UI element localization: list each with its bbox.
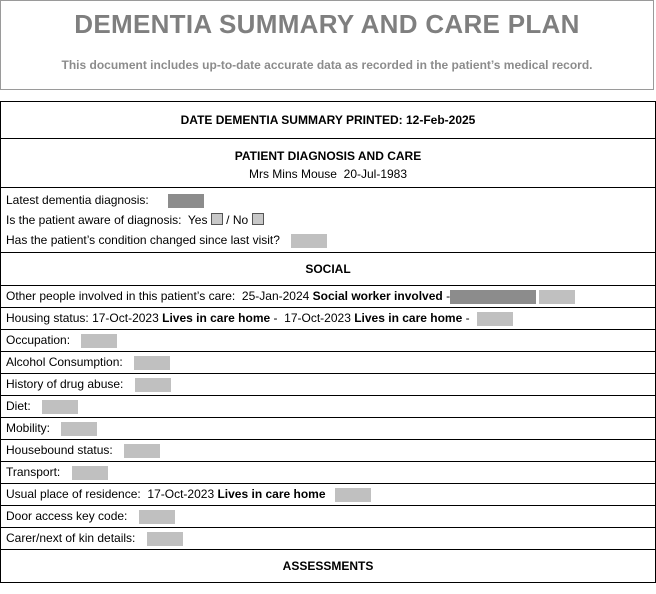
latest-diagnosis-line [6,190,650,210]
diet-label: Diet: [6,399,31,413]
diet-redacted [42,400,78,414]
residence-value: Lives in care home [217,487,326,501]
patient-diagnosis-section [1,139,656,188]
drug-abuse-label: History of drug abuse: [6,377,124,391]
aware-label: Is the patient aware of diagnosis: [6,213,182,227]
other-people-row [1,286,656,308]
printed-date-label: DATE DEMENTIA SUMMARY PRINTED: [180,112,403,127]
printed-date-row [1,102,656,139]
other-people-redacted-dark [450,290,536,304]
social-heading: SOCIAL [1,253,656,286]
document-header [0,0,654,90]
patient-name: Mrs Mins Mouse [248,167,337,181]
aware-no-label: No [232,213,249,227]
residence-date: 17-Oct-2023 [147,487,215,501]
document-title: DEMENTIA SUMMARY AND CARE PLAN [74,9,580,39]
alcohol-label: Alcohol Consumption: [6,355,123,369]
residence-redacted [335,488,371,502]
housing-dash-2: - [465,311,470,325]
door-code-label: Door access key code: [6,509,128,523]
assessments-heading: ASSESSMENTS [1,550,656,583]
patient-dob: 20-Jul-1983 [343,167,408,181]
care-plan-table [0,101,656,583]
diagnosis-heading: PATIENT DIAGNOSIS AND CARE [234,149,422,163]
aware-no-checkbox[interactable] [252,213,264,225]
housebound-row [1,440,656,462]
other-people-label: Other people involved in this patient’s care: [6,289,236,303]
door-code-row [1,506,656,528]
occupation-label: Occupation: [6,333,71,347]
other-people-redacted [539,290,575,304]
aware-yes-checkbox[interactable] [211,213,223,225]
transport-label: Transport: [6,465,61,479]
housing-date-2: 17-Oct-2023 [284,311,351,325]
housebound-redacted [124,444,160,458]
condition-changed-redacted [291,234,327,248]
residence-label: Usual place of residence: [6,487,141,501]
door-code-redacted [139,510,175,524]
housing-date-1: 17-Oct-2023 [92,311,159,325]
carer-label: Carer/next of kin details: [6,531,136,545]
aware-of-diagnosis-line [6,210,650,230]
other-people-date: 25-Jan-2024 [241,289,310,303]
housing-value-2: Lives in care home [354,311,463,325]
diagnosis-fields [1,188,656,253]
patient-identity [6,165,650,187]
aware-yes-label: Yes [187,213,208,227]
housing-redacted [477,312,513,326]
condition-changed-label: Has the patient’s condition changed since last visit? [6,233,280,247]
residence-row [1,484,656,506]
document-subtitle: This document includes up-to-date accurate data as recorded in the patient’s medical record. [61,58,593,72]
condition-changed-line [6,230,650,250]
housing-dash-1: - [273,311,278,325]
drug-abuse-row [1,374,656,396]
other-people-value: Social worker involved [312,289,443,303]
transport-row [1,462,656,484]
alcohol-row [1,352,656,374]
housing-status-row [1,308,656,330]
alcohol-redacted [134,356,170,370]
transport-redacted [72,466,108,480]
housing-value-1: Lives in care home [162,311,271,325]
mobility-row [1,418,656,440]
printed-date-value: 12-Feb-2025 [405,112,476,127]
housebound-label: Housebound status: [6,443,113,457]
mobility-label: Mobility: [6,421,51,435]
carer-row [1,528,656,550]
other-people-dash: - [446,289,451,303]
drug-abuse-redacted [135,378,171,392]
aware-separator: / [226,213,230,227]
occupation-row [1,330,656,352]
mobility-redacted [61,422,97,436]
carer-redacted [147,532,183,546]
diet-row [1,396,656,418]
housing-label: Housing status: [6,311,89,325]
latest-diagnosis-label: Latest dementia diagnosis: [6,193,149,207]
latest-diagnosis-redacted [168,194,204,208]
occupation-redacted [81,334,117,348]
